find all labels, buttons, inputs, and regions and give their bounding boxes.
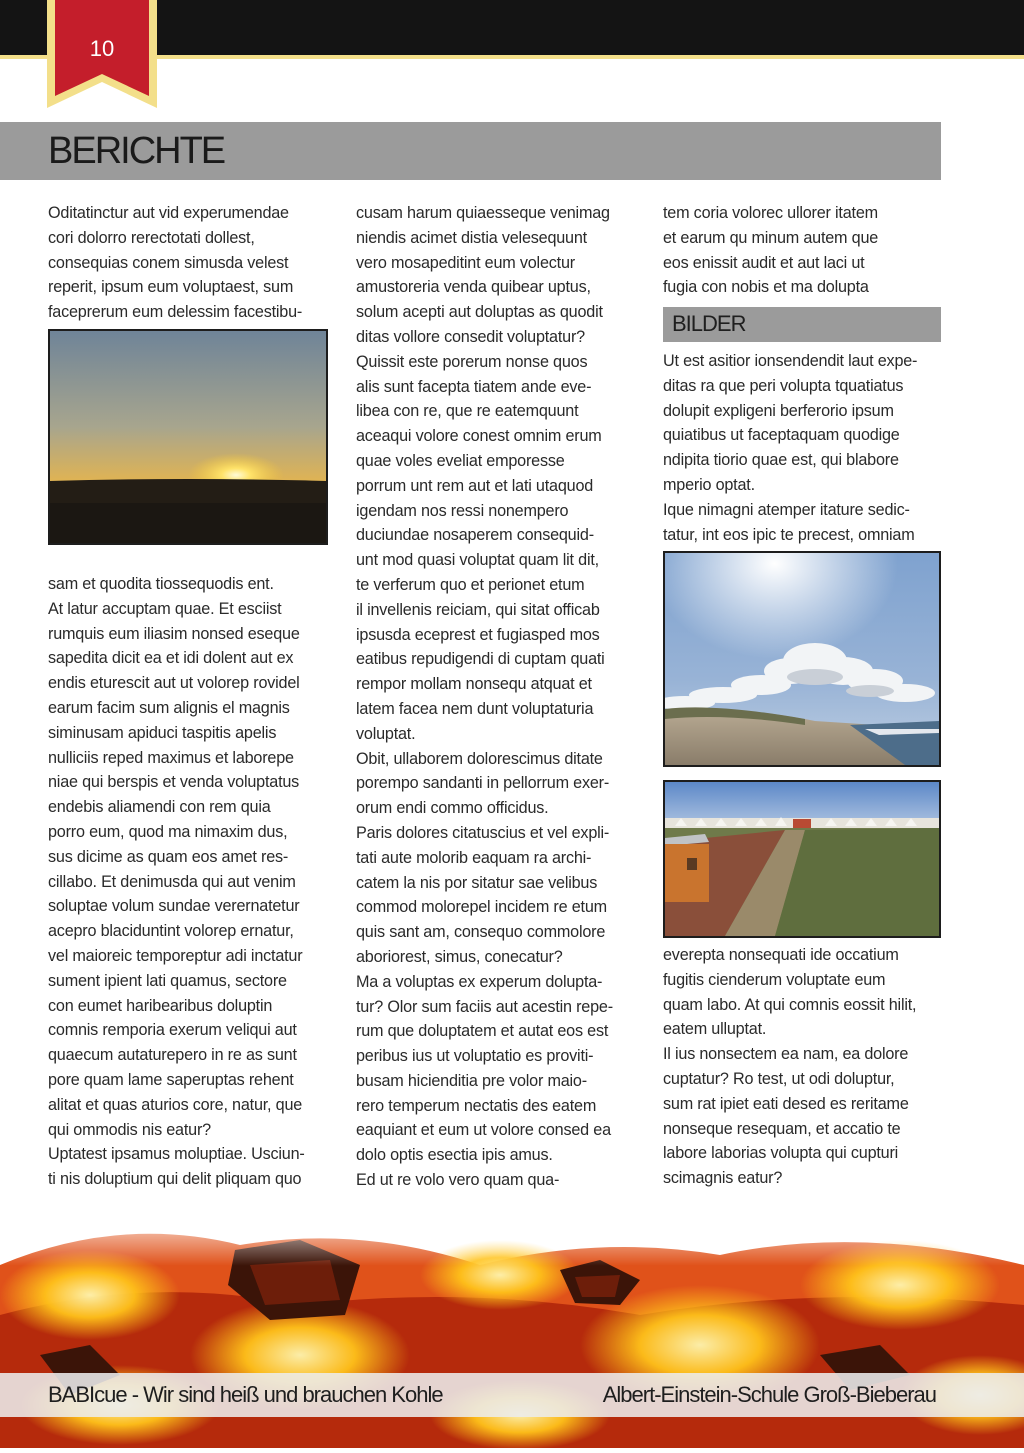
text-line: aboriorest, simus, conecatur? <box>356 947 563 966</box>
text-line: Oditatinctur aut vid experumendae <box>48 204 289 222</box>
column-1-top <box>48 201 328 325</box>
text-line: te verferum quo et perionet etum <box>356 575 585 594</box>
text-line: tur? Olor sum faciis aut acestin repe- <box>356 997 613 1016</box>
text-line: unt mod quasi voluptat quam lit dit, <box>356 551 599 570</box>
text-line: Ed ut re volo vero quam qua- <box>356 1171 560 1190</box>
text-line: ipsusda eceprest et fugiasped mos <box>356 625 600 644</box>
text-line: fugitis cienderum voluptate eum <box>663 970 886 989</box>
text-line: fugia con nobis et ma dolupta <box>663 278 869 297</box>
text-line: cori dolorro rerectotati dollest, <box>48 228 255 247</box>
text-line: qui ommodis nis eatur? <box>48 1120 211 1139</box>
text-line: quis sant am, consequo commolore <box>356 923 606 942</box>
text-line: peribus ius ut voluptatio es proviti- <box>356 1047 594 1066</box>
footer-magazine-title: BABIcue - Wir sind heiß und brauchen Kohle <box>48 1382 443 1407</box>
text-line: endebis aliamendi con rem quia <box>48 798 271 817</box>
page-number: 10 <box>89 36 115 61</box>
text-line: il invellenis reiciam, qui sitat officab <box>356 600 600 619</box>
text-line: Ut est asitior ionsendendit laut expe- <box>663 352 918 370</box>
text-line: duciundae nosaperem consequid- <box>356 526 594 545</box>
text-line: sus dicime as quam eos amet res- <box>48 847 289 866</box>
text-line: vero mosapeditint eum volectur <box>356 253 575 272</box>
text-line: dolupit expligeni berferorio ipsum <box>663 401 894 420</box>
text-line: commod molorepel incidem re etum <box>356 898 607 917</box>
text-line: eatem ulluptat. <box>663 1020 767 1039</box>
text-line: Il ius nonsectem ea nam, ea dolore <box>663 1045 909 1064</box>
text-line: sument ipient lati quamus, sectore <box>48 971 287 990</box>
text-line: voluptat. <box>356 724 416 743</box>
text-line: cillabo. Et denimusda qui aut venim <box>48 872 296 891</box>
text-line: porro eum, quod ma nimaxim dus, <box>48 822 288 841</box>
text-line: endis eturescit aut ut volorep rovidel <box>48 674 300 693</box>
text-line: ndipita tiorio quae est, qui blabore <box>663 451 899 470</box>
text-line: cuptatur? Ro test, ut odi doluptur, <box>663 1069 895 1088</box>
text-line: rum que doluptatem et autat eos est <box>356 1022 609 1041</box>
text-line: soluptae volum sundae verernatetur <box>48 897 300 916</box>
text-line: tatur, int eos ipic te precest, omniam <box>663 525 915 544</box>
text-line: reperit, ipsum eum voluptaest, sum <box>48 278 294 297</box>
text-line: Quissit este porerum nonse quos <box>356 352 588 371</box>
beach-photo <box>663 551 941 767</box>
column-2 <box>356 201 638 1193</box>
text-line: amustoreria venda quibear uptus, <box>356 278 591 297</box>
text-line: eos enissit audit et aut laci ut <box>663 253 865 272</box>
text-line: sapedita dicit ea et idi dolent aut ex <box>48 649 294 668</box>
text-line: porempo sandanti in pellorrum exer- <box>356 774 610 793</box>
text-line: igendam nos ressi nonempero <box>356 501 569 520</box>
subheading: BILDER <box>672 311 746 336</box>
text-line: con eumet haribearibus doluptin <box>48 996 273 1015</box>
sunset-photo <box>48 329 328 545</box>
text-line: nonseque resequam, et accatio te <box>663 1119 901 1138</box>
text-line: busam hicienditia pre volor maio- <box>356 1071 587 1090</box>
text-line: rumquis eum iliasim nonsed eseque <box>48 624 300 643</box>
text-line: labore laborias volupta qui cupturi <box>663 1144 899 1163</box>
footer-school-name: Albert-Einstein-Schule Groß-Bieberau <box>602 1382 936 1407</box>
text-line: consequias conem simusda velest <box>48 253 289 272</box>
text-line: dolo optis esectia ipis amus. <box>356 1146 553 1165</box>
text-line: niae qui berspis et venda voluptatus <box>48 773 300 792</box>
text-line: alitat et quas aturios core, natur, que <box>48 1095 303 1114</box>
text-line: niendis acimet distia velesequunt <box>356 228 587 247</box>
text-line: scimagnis eatur? <box>663 1169 783 1188</box>
text-line: siminusam apiduci taspitis apelis <box>48 723 277 742</box>
text-line: eaquiant et eum ut volore consed ea <box>356 1121 611 1140</box>
text-line: earum facim sum alignis el magnis <box>48 698 290 717</box>
text-line: Ique nimagni atemper itature sedic- <box>663 500 910 519</box>
text-line: vel maioreic temporeptur adi inctatur <box>48 946 303 965</box>
text-line: aceaqui volore conest omnim erum <box>356 427 602 446</box>
text-line: rempor mollam nonsequ atquat et <box>356 675 592 694</box>
text-line: rero temperum nectatis des eatem <box>356 1096 597 1115</box>
text-line: Obit, ullaborem dolorescimus ditate <box>356 749 603 768</box>
text-line: quaecum autaturepero in re as sunt <box>48 1046 297 1065</box>
text-line: comnis remporia exerum veliqui aut <box>48 1021 297 1040</box>
text-line: catem la nis por sitatur sae velibus <box>356 873 598 892</box>
text-line: pore quam lame saperuptas rehent <box>48 1070 294 1089</box>
text-line: alis sunt facepta tiatem ande eve- <box>356 377 592 396</box>
text-line: quam labo. At qui comnis eossit hilit, <box>663 995 917 1014</box>
text-line: eatibus repudigendi di cuptam quati <box>356 650 605 669</box>
text-line: Paris dolores citatuscius et vel expli- <box>356 823 610 842</box>
text-line: ditas ra que peri volupta tquatiatus <box>663 376 904 395</box>
text-line: Uptatest ipsamus moluptiae. Usciun- <box>48 1145 305 1164</box>
text-line: orum endi commo officidus. <box>356 799 549 818</box>
column-3-top <box>663 201 943 300</box>
text-line: ti nis doluptium qui delit pliquam quo <box>48 1170 302 1189</box>
camp-photo <box>663 780 941 938</box>
text-line: porrum unt rem aut et lati utaquod <box>356 476 594 495</box>
text-line: ditas vollore consedit voluptatur? <box>356 327 585 346</box>
text-line: acepro blaciduntint volorep ernatur, <box>48 922 294 941</box>
text-line: nulliciis reped maximus et laborepe <box>48 748 294 767</box>
column-1-bottom <box>48 572 328 1192</box>
column-3-mid <box>663 349 943 547</box>
text-line: libea con re, que re eatemquunt <box>356 402 579 421</box>
text-line: tem coria volorec ullorer itatem <box>663 204 878 222</box>
text-line: cusam harum quiaesseque venimag <box>356 204 610 222</box>
text-line: tati aute molorib eaquam ra archi- <box>356 848 592 867</box>
text-line: sum rat ipiet eati desed es reritame <box>663 1094 909 1113</box>
text-line: latem facea nem dunt voluptaturia <box>356 699 594 718</box>
text-line: sam et quodita tiossequodis ent. <box>48 575 274 593</box>
text-line: everepta nonsequati ide occatium <box>663 946 899 964</box>
column-3-bottom <box>663 943 943 1191</box>
text-line: solum acepti aut doluptas as quodit <box>356 303 603 322</box>
text-line: quae voles eveliat emporesse <box>356 451 565 470</box>
text-line: mperio optat. <box>663 475 755 494</box>
text-line: Ma a voluptas ex experum dolupta- <box>356 972 603 991</box>
text-line: et earum qu minum autem que <box>663 228 879 247</box>
text-line: faceprerum eum delessim facestibu- <box>48 303 303 322</box>
text-line: At latur accuptam quae. Et esciist <box>48 599 282 618</box>
section-title: BERICHTE <box>48 130 225 172</box>
text-line: quiatibus ut faceptaquam quodige <box>663 426 900 445</box>
